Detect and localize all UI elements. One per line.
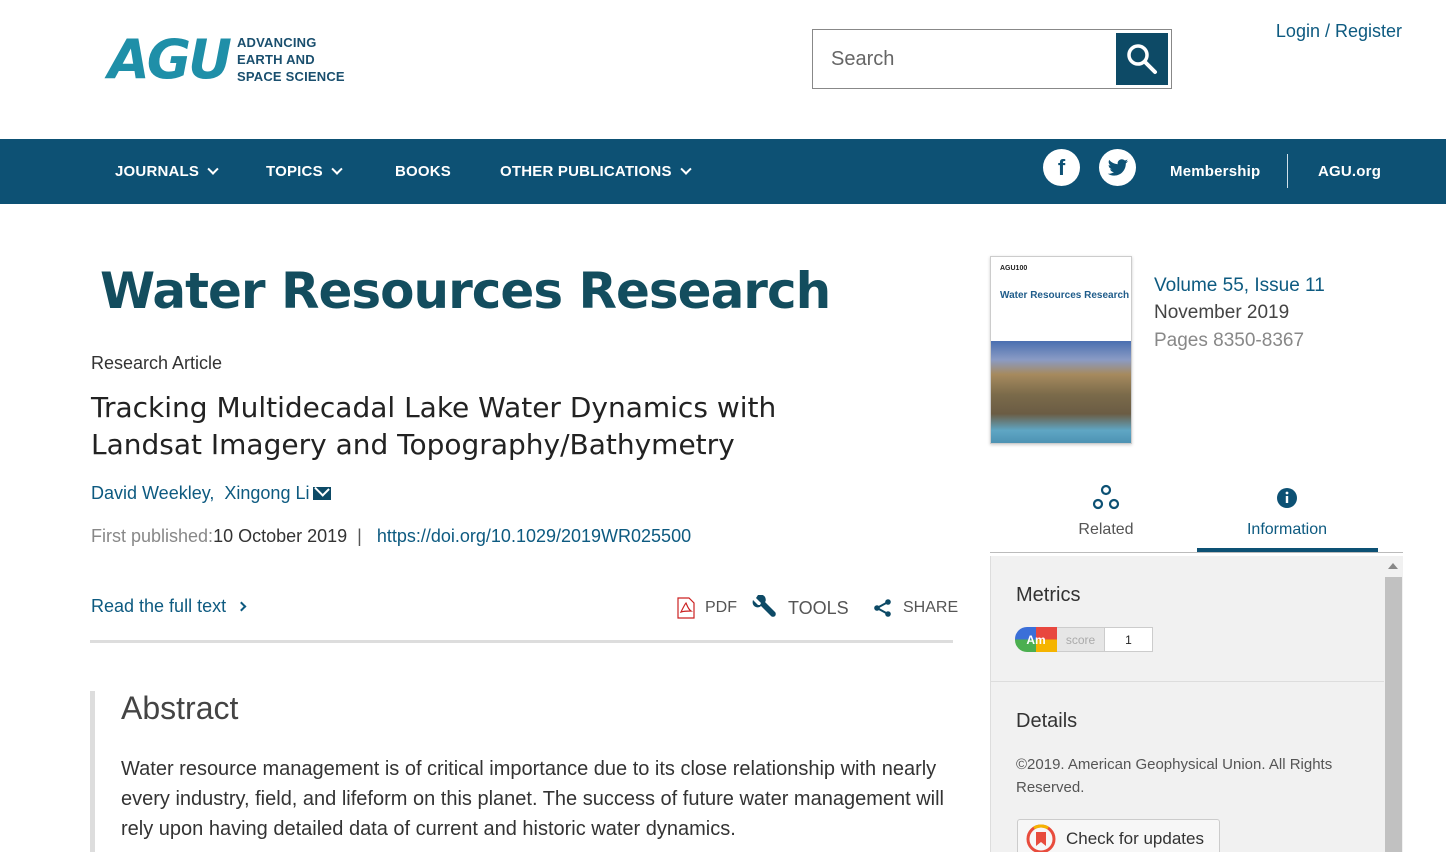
issue-volume-link[interactable]: Volume 55, Issue 11: [1154, 275, 1325, 296]
cover-header: [991, 257, 1132, 343]
chevron-down-icon: [207, 163, 218, 174]
nav-other-publications[interactable]: [500, 139, 690, 204]
publication-info: [91, 526, 691, 547]
scrollbar-thumb[interactable]: [1385, 577, 1402, 852]
cover-brand: AGU100: [1000, 265, 1028, 272]
check-for-updates-button[interactable]: [1017, 819, 1220, 852]
related-icon: [1092, 484, 1120, 512]
altmetric-score-label: score: [1057, 627, 1104, 652]
issue-cover[interactable]: [990, 256, 1132, 444]
search-input[interactable]: [813, 30, 1116, 88]
panel-divider: [990, 681, 1384, 682]
doi-link[interactable]: https://doi.org/10.1029/2019WR025500: [376, 526, 692, 546]
search-button[interactable]: [1116, 33, 1168, 85]
read-full-text-label: Read the full text: [91, 596, 227, 616]
check-updates-label: Check for updates: [1066, 829, 1204, 848]
logo-mark: AGU: [108, 27, 229, 91]
logo-tagline-line: SPACE SCIENCE: [236, 69, 345, 84]
agu-logo[interactable]: [108, 27, 345, 91]
copyright-text: ©2019. American Geophysical Union. All Rights Reserved.: [1016, 756, 1333, 796]
twitter-icon[interactable]: [1099, 149, 1136, 186]
article-title: Tracking Multidecadal Lake Water Dynamics with Landsat Imagery and Topography/Bathymetry: [91, 391, 777, 461]
crossmark-icon: [1026, 824, 1056, 852]
scroll-up-icon[interactable]: [1388, 563, 1398, 569]
logo-tagline: [237, 34, 345, 85]
cover-title: Water Resources Research: [1000, 290, 1130, 301]
pdf-icon: [677, 597, 695, 619]
first-published-date: 10 October 2019: [213, 526, 348, 546]
separator: |: [357, 526, 362, 546]
mail-icon[interactable]: [313, 487, 331, 500]
abstract-text: Water resource management is of critical importance due to its close relationship with nearly every industry, field, and lifeform on this planet. The success of future water management will rely upon having detailed data of current and historic water dynamics.: [121, 758, 944, 840]
tab-information[interactable]: [1192, 484, 1382, 548]
author-link[interactable]: Xingong Li: [224, 483, 310, 503]
info-icon: [1276, 487, 1298, 509]
nav-agu-org[interactable]: [1318, 139, 1381, 204]
logo-tagline-line: ADVANCING: [236, 35, 317, 50]
tab-label: Information: [1246, 521, 1328, 538]
active-tab-indicator: [1197, 548, 1378, 552]
altmetric-score-value: 1: [1104, 627, 1153, 652]
nav-label: BOOKS: [395, 163, 452, 180]
wrench-icon: [752, 595, 778, 621]
facebook-icon[interactable]: [1043, 149, 1080, 186]
issue-pages: Pages 8350-8367: [1154, 330, 1305, 351]
journal-title[interactable]: Water Resources Research: [100, 262, 831, 320]
nav-topics[interactable]: [266, 139, 341, 204]
altmetric-badge[interactable]: [1015, 627, 1153, 652]
details-title: Details: [1016, 710, 1078, 732]
nav-membership[interactable]: [1170, 139, 1260, 204]
metrics-title: Metrics: [1016, 584, 1081, 606]
search-icon: [1125, 42, 1159, 76]
share-button[interactable]: [873, 596, 958, 620]
author-link[interactable]: David Weekley,: [91, 483, 215, 503]
article-type: Research Article: [91, 353, 223, 373]
tab-related[interactable]: [1011, 484, 1201, 548]
chevron-right-icon: [237, 602, 247, 612]
chevron-down-icon: [331, 163, 342, 174]
section-divider: [90, 640, 953, 643]
twitter-bird-icon: [1107, 158, 1129, 178]
nav-books[interactable]: [395, 139, 451, 204]
abstract-bar: [90, 691, 95, 852]
facebook-glyph: f: [1057, 154, 1066, 180]
nav-label: Membership: [1170, 163, 1261, 180]
share-label: SHARE: [903, 599, 959, 616]
cover-image: [991, 341, 1132, 444]
pdf-button[interactable]: [677, 596, 737, 620]
author-list: [91, 483, 331, 504]
tab-label: Related: [1078, 521, 1134, 538]
tab-baseline: [990, 552, 1403, 553]
nav-journals[interactable]: [115, 139, 217, 204]
first-published-label: First published:: [91, 526, 214, 546]
tools-button[interactable]: [752, 596, 849, 620]
site-header: [0, 0, 1446, 139]
share-icon: [873, 598, 893, 618]
tools-label: TOOLS: [788, 597, 849, 618]
abstract-title: Abstract: [121, 690, 239, 726]
nav-label: OTHER PUBLICATIONS: [500, 163, 672, 180]
nav-divider: [1287, 154, 1288, 188]
altmetric-icon: Am: [1015, 627, 1057, 652]
logo-tagline-line: EARTH AND: [236, 52, 315, 67]
login-register-link[interactable]: Login / Register: [1275, 21, 1402, 41]
nav-label: AGU.org: [1318, 163, 1382, 180]
nav-label: TOPICS: [266, 163, 323, 180]
search-box: [812, 29, 1172, 89]
issue-date: November 2019: [1154, 302, 1290, 323]
nav-label: JOURNALS: [115, 163, 200, 180]
pdf-label: PDF: [705, 599, 737, 616]
read-full-text-link[interactable]: [91, 596, 245, 617]
chevron-down-icon: [680, 163, 691, 174]
